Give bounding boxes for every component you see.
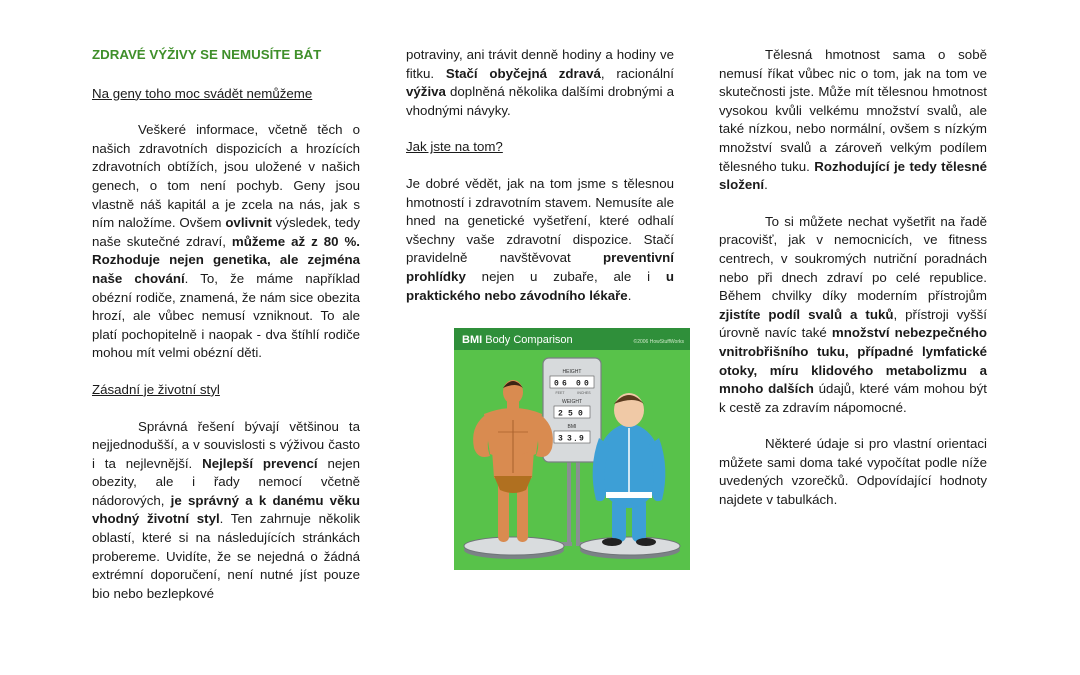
bold-text: výživa <box>406 84 446 100</box>
text: nejen obezity, ale i řady nemocí včetně nádorových, <box>92 455 360 508</box>
unit-left-label: FEET <box>555 391 565 395</box>
bold-text: množství nebezpečného vnitrobřišního tuku, případné lymfatické otoky, míru klidového metabolizmu a mnoho dalších <box>719 325 988 397</box>
text: , přístroji vyšší úrovně navíc také <box>719 306 987 341</box>
bold-text: Rozhodující je tedy tělesné složení <box>719 158 987 193</box>
bmi-digit: 3 <box>567 434 572 444</box>
subheading-lifestyle: Zásadní je životní styl <box>92 381 220 397</box>
left-shoe <box>602 538 622 546</box>
height-digit: 0 <box>584 379 589 389</box>
text: výsledek, tedy naše skutečné zdraví, <box>92 215 361 249</box>
bmi-decimal-point: . <box>573 435 578 444</box>
height-digit: 0 <box>554 379 559 389</box>
weight-digit: 0 <box>578 409 583 419</box>
text: . To, že máme například obézní rodiče, znamená, že nám sice obezita hrozí, ale vůbec nemusí vzniknout. To ale platí pochopitelně i naopak - dva štíhlí rodiče mohou mít velmi obézní děti. <box>92 270 361 361</box>
figure-title-bold: BMI <box>462 334 483 346</box>
text: potraviny, ani trávit denně hodiny a hodiny ve fitku. <box>406 47 674 81</box>
column-3 <box>719 46 987 528</box>
text: údajů, které vám mohou být k cestě za zdravím nápomocné. <box>719 381 987 415</box>
bold-text: zjistíte podíl svalů a tuků <box>719 306 894 322</box>
bold-text: ovlivnit <box>225 215 272 231</box>
height-digit: 6 <box>562 379 567 389</box>
paragraph-formulas: Některé údaje si pro vlastní orientaci můžete sami doma také vypočítat podle níže uvedených vzorečků. Odpovídající hodnoty najdete v tabulkách. <box>719 436 987 508</box>
bold-text: u praktického nebo závodního lékaře <box>406 268 674 303</box>
text: , racionální <box>600 65 675 81</box>
unit-right-label: INCHES <box>577 391 591 395</box>
bmi-digit: 9 <box>579 434 584 444</box>
bmi-illustration-svg <box>454 328 690 570</box>
bmi-illustration <box>454 328 690 570</box>
weight-digit: 2 <box>558 409 563 419</box>
bmi-label: BMI <box>567 424 577 430</box>
bold-text: preventivní prohlídky <box>406 250 674 284</box>
weight-label: WEIGHT <box>562 399 582 405</box>
text: . <box>627 287 632 303</box>
height-digit: 0 <box>576 379 581 389</box>
text: . <box>764 177 768 193</box>
paragraph-continuation <box>406 46 674 120</box>
right-shoe <box>636 538 656 546</box>
text: . Ten zahrnuje několik oblastí, které si na následujících stránkách probereme. Uvidíte, že se nejedná o žádná extrémní doporučení, není nutné jíst pouze bio nebo bezlepkové <box>92 511 361 601</box>
text: nejen u zubaře, ale i <box>465 268 666 284</box>
subheading-how-are-you: Jak jste na tom? <box>406 139 503 155</box>
text: Je dobré vědět, jak na tom jsme s tělesnou hmotností i zdravotním stavem. Nemusíte ale hned na genetické vyšetření, které odhalí všechny vaše zdravotní dispozice. Stačí pravidelně navštěvovat <box>406 175 674 266</box>
height-label: HEIGHT <box>562 369 582 375</box>
bold-text: Stačí obyčejná zdravá <box>445 65 601 81</box>
figure-title-rest: Body Comparison <box>482 334 573 346</box>
column-1 <box>92 46 360 621</box>
figure-title <box>462 334 573 346</box>
bold-text: je správný a k danému věku vhodný životní styl <box>92 492 360 527</box>
weight-digit: 5 <box>568 409 573 419</box>
bold-text: můžeme až z 80 %. Rozhoduje nejen genetika, ale zejména naše chování <box>92 233 360 286</box>
bold-text: Nejlepší prevencí <box>202 455 318 471</box>
paragraph-genes <box>92 121 360 363</box>
figure-copyright: ©2006 HowStuffWorks <box>633 339 684 345</box>
waistband <box>606 492 652 498</box>
bmi-digit: 3 <box>558 434 563 444</box>
text: To si můžete nechat vyšetřit na řadě pracovišť, jak v nemocnicích, ve fitness centrech, v soukromých nutriční poradnách nebo při dnech zdraví po celé republice. Během chvilky díky moderním přístrojům <box>719 213 987 304</box>
text: Veškeré informace, včetně těch o našich zdravotních dispozicích a hrozících zdravotních obtížích, jsou uložené v našich genech, o tom není pochyb. Geny jsou vlastně náš kapitál a je zcela na nás, jak s ním naložíme. Ovšem <box>92 122 360 231</box>
paragraph-lifestyle <box>92 418 360 604</box>
text: doplněná několika dalšími drobnými a vhodnými návyky. <box>406 84 674 118</box>
paragraph-examination <box>719 213 987 418</box>
text: Správná řešení bývají většinou ta nejjednodušší, a v souvislosti s výživou často i ta nejlevnější. <box>92 418 360 471</box>
paragraph-body-weight <box>719 46 987 195</box>
paragraph-checkups <box>406 175 674 305</box>
platform-right <box>580 537 680 555</box>
subheading-genes: Na geny toho moc svádět nemůžeme <box>92 85 313 101</box>
text: Tělesná hmotnost sama o sobě nemusí říkat vůbec nic o tom, jak na tom ve skutečnosti jste. Může mít tělesnou hmotnost vysokou kvůli velkému množství svalů, ale také nízkou, nebo normální, ovšem s nízkým množství svalů a zároveň velkým podílem tělesného tuku. <box>719 47 987 174</box>
platform-left <box>464 537 564 555</box>
document-title: ZDRAVÉ VÝŽIVY SE NEMUSÍTE BÁT <box>92 47 322 62</box>
column-2 <box>406 46 674 323</box>
